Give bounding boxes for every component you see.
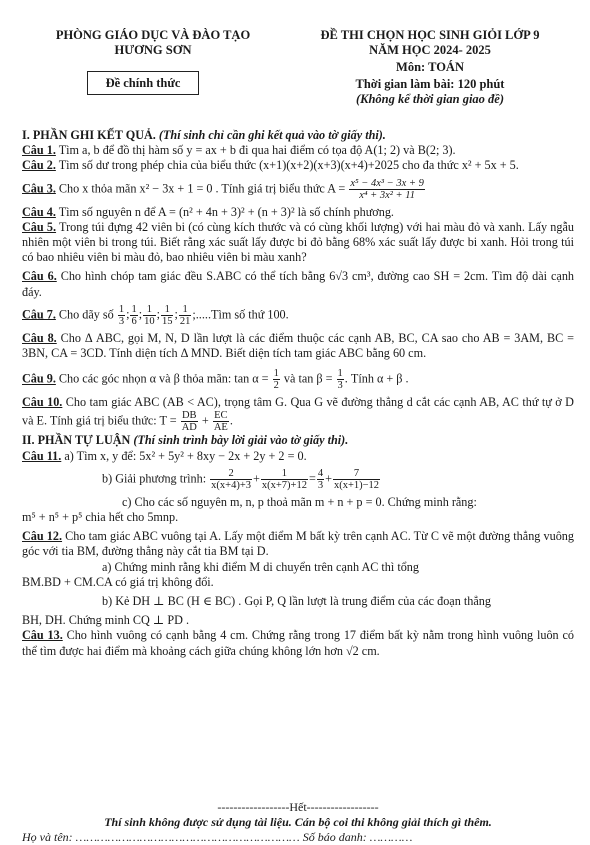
subject: Môn: TOÁN xyxy=(396,60,464,74)
sequence-fractions: $\frac{1}{3}$ ; $\frac{1}{6}$ ; $\frac{1}{10}$ ; $\frac{1}{15}$ ; $\frac{1}{21}$ xyxy=(118,303,191,327)
question-12b-cont: BH, DH. Chứng minh CQ ⊥ PD . xyxy=(22,613,190,628)
district-name: HƯƠNG SƠN xyxy=(114,43,192,57)
question-12a-cont: BM.BD + CM.CA có giá trị không đổi. xyxy=(22,574,214,589)
question-10: Câu 10. Cho tam giác ABC (AB < AC), trọng tâm G. Qua G vẽ đường thẳng d cắt các cạnh AB, AC thứ tự ở D và E. Tính giá trị biểu thức: T = $\frac{DB}{AD}$ + $\frac{EC}{AE}$ . xyxy=(22,395,574,434)
question-9: Câu 9. Cho các góc nhọn α và β thỏa mãn: tan α = $\frac{1}{2}$ và tan β = $\frac{1}{3}$ . Tính α + β . xyxy=(22,368,409,392)
section-2-heading: II. PHẦN TỰ LUẬN (Thí sinh trình bày lời giải vào tờ giấy thi). xyxy=(22,433,349,448)
candidate-info: Họ và tên: ……………………………………………………… Số báo danh: ………… xyxy=(22,830,413,844)
exam-body xyxy=(22,128,574,659)
question-12b: b) Kẻ DH ⊥ BC (H ∈ BC) . Gọi P, Q lần lượt là trung điểm của các đoạn thẳng xyxy=(102,594,491,609)
exam-title: ĐỀ THI CHỌN HỌC SINH GIỎI LỚP 9 xyxy=(320,28,540,42)
question-5: Câu 5. Trong túi đựng 42 viên bi (có cùng kích thước và có cùng khối lượng) với hai màu đỏ và xanh. Lấy ngẫu nhiên một viên bi trong túi. Biết rằng xác suất lấy được bi đỏ bằng 68% xác suất lấy được bi xanh. Hỏi trong túi có bao nhiêu viên bi màu đỏ, bao nhiêu viên bi màu xanh? xyxy=(22,219,574,265)
question-6: Câu 6. Cho hình chóp tam giác đều S.ABC có thể tích bằng 6√3 cm³, đường cao SH = 2cm. Tìm độ dài cạnh đáy. xyxy=(22,269,575,299)
question-12: Câu 12. Cho tam giác ABC vuông tại A. Lấy một điểm M bất kỳ trên cạnh AC. Từ C vẽ một đường thẳng vuông góc với tia BM, đường thẳng này cắt tia BM tại D. xyxy=(22,529,574,559)
question-2: Câu 2. Tìm số dư trong phép chia của biểu thức (x+1)(x+2)(x+3)(x+4)+2025 cho đa thức x² + 5x + 5. xyxy=(22,158,519,173)
sequence-fraction: $\frac{1}{3}$ xyxy=(118,303,125,327)
question-3: Câu 3. Cho x thỏa mãn x² − 3x + 1 = 0 . Tính giá trị biểu thức A = $\frac{\text{x⁵ − 4x³ − 3x + 9}}{\text{x⁴ + 3x² + 11}}$ xyxy=(22,177,424,201)
footer-note: Thí sinh không được sử dụng tài liệu. Cán bộ coi thi không giải thích gì thêm. xyxy=(104,815,492,829)
footer xyxy=(22,800,574,845)
question-11c-cont: m⁵ + n⁵ + p⁵ chia hết cho 5mnp. xyxy=(22,510,179,525)
duration: Thời gian làm bài: 120 phút xyxy=(355,77,505,91)
sequence-fraction: $\frac{1}{15}$ xyxy=(161,303,173,327)
question-11a: Câu 11. a) Tìm x, y để: 5x² + 5y² + 8xy − 2x + 2y + 2 = 0. xyxy=(22,448,307,463)
question-11c: c) Cho các số nguyên m, n, p thoả mãn m + n + p = 0. Chứng minh rằng: xyxy=(122,494,477,509)
school-year: NĂM HỌC 2024- 2025 xyxy=(369,43,491,57)
sequence-fraction: $\frac{1}{10}$ xyxy=(144,303,155,327)
question-12a: a) Chứng minh rằng khi điểm M di chuyển trên cạnh AC thì tổng xyxy=(102,559,419,574)
question-1: Câu 1. Tìm a, b để đồ thị hàm số y = ax + b đi qua hai điểm có tọa độ A(1; 2) và B(2; 3). xyxy=(22,143,456,158)
end-marker: ------------------Hết------------------ xyxy=(217,800,379,814)
section-1-heading: I. PHẦN GHI KẾT QUẢ. (Thí sinh chỉ cần ghi kết quả vào tờ giấy thi). xyxy=(22,128,386,142)
question-11b: b) Giải phương trình: $\frac{2}{x(x+4)+3}$ + $\frac{1}{x(x+7)+12}$ = $\frac{4}{3}$ + $\frac{7}{x(x+1)-12}$ xyxy=(102,467,380,491)
question-7: Câu 7. Cho dãy số $\frac{1}{3}$ ; $\frac{1}{6}$ ; $\frac{1}{10}$ ; $\frac{1}{15}$ ; $\frac{1}{21}$ ;.....Tìm số thứ 100. xyxy=(22,303,289,327)
sequence-fraction: $\frac{1}{21}$ xyxy=(179,303,191,327)
department-name: PHÒNG GIÁO DỤC VÀ ĐÀO TẠO xyxy=(55,28,251,42)
question-4: Câu 4. Tìm số nguyên n để A = (n² + 4n + 3)² + (n + 3)² là số chính phương. xyxy=(22,204,394,219)
duration-note: (Không kể thời gian giao đề) xyxy=(355,92,505,106)
question-13: Câu 13. Cho hình vuông có cạnh bằng 4 cm. Chứng rằng trong 17 điểm bất kỳ nằm trong hình vuông luôn có thể tìm được hai điểm mà khoảng cách giữa chúng không lớn hơn √2 cm. xyxy=(22,628,574,658)
official-badge: Đề chính thức xyxy=(87,71,199,95)
sequence-fraction: $\frac{1}{6}$ xyxy=(131,303,137,327)
question-8: Câu 8. Cho Δ ABC, gọi M, N, D lần lượt là các điểm thuộc các cạnh AB, BC, CA sao cho AB = 3AM, BC = 3BN, CA = 3CD. Tính diện tích Δ MND. Biết diện tích tam giác ABC bằng 60 cm. xyxy=(22,330,574,361)
